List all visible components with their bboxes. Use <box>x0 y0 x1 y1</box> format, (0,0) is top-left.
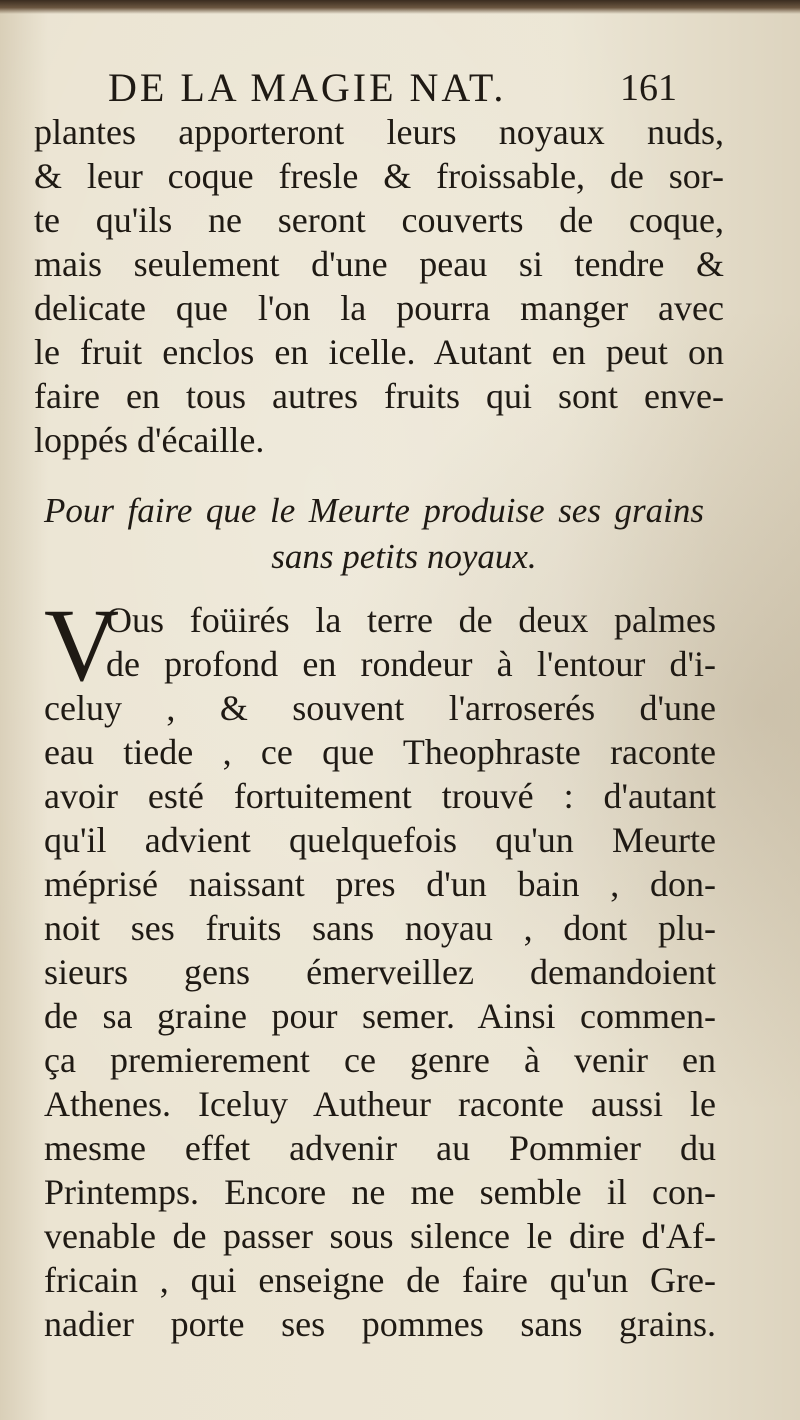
paragraph-1 <box>34 110 724 462</box>
text-line: fricain , qui enseigne de faire qu'un Gre- <box>44 1260 716 1300</box>
page-header <box>0 62 800 114</box>
page-number: 161 <box>620 67 677 109</box>
section-heading-line: Pour faire que le Meurte produise ses grains <box>44 491 704 530</box>
text-line: Printemps. Encore ne me semble il con- <box>44 1172 716 1212</box>
text-line: eau tiede , ce que Theophraste raconte <box>44 732 716 772</box>
text-line: mais seulement d'une peau si tendre & <box>34 244 724 284</box>
text-line: celuy , & souvent l'arroserés d'une <box>44 688 716 728</box>
text-line: sieurs gens émerveillez demandoient <box>44 952 716 992</box>
text-line: noit ses fruits sans noyau , dont plu- <box>44 908 716 948</box>
text-line: de sa graine pour semer. Ainsi commen- <box>44 996 716 1036</box>
text-line: mesme effet advenir au Pommier du <box>44 1128 716 1168</box>
section-heading <box>44 488 704 580</box>
section-heading-line: sans petits noyaux. <box>271 537 537 576</box>
text-line: avoir esté fortuitement trouvé : d'autant <box>44 776 716 816</box>
text-line: Athenes. Iceluy Autheur raconte aussi le <box>44 1084 716 1124</box>
text-line: faire en tous autres fruits qui sont enve- <box>34 376 724 416</box>
text-line: de profond en rondeur à l'entour d'i- <box>106 644 716 684</box>
text-line: nadier porte ses pommes sans grains. <box>44 1304 716 1344</box>
text-line: loppés d'écaille. <box>34 420 265 460</box>
page-top-edge <box>0 0 800 14</box>
text-line: & leur coque fresle & froissable, de sor- <box>34 156 724 196</box>
text-line: Ous foüirés la terre de deux palmes <box>106 600 716 640</box>
running-head: DE LA MAGIE NAT. <box>108 65 507 110</box>
text-line: plantes apporteront leurs noyaux nuds, <box>34 112 724 152</box>
text-line: ça premierement ce genre à venir en <box>44 1040 716 1080</box>
text-line: méprisé naissant pres d'un bain , don- <box>44 864 716 904</box>
text-line: qu'il advient quelquefois qu'un Meurte <box>44 820 716 860</box>
text-line: delicate que l'on la pourra manger avec <box>34 288 724 328</box>
text-line: te qu'ils ne seront couverts de coque, <box>34 200 724 240</box>
text-line: le fruit enclos en icelle. Autant en peut on <box>34 332 724 372</box>
drop-cap: V <box>44 588 120 703</box>
text-line: venable de passer sous silence le dire d'Af- <box>44 1216 716 1256</box>
